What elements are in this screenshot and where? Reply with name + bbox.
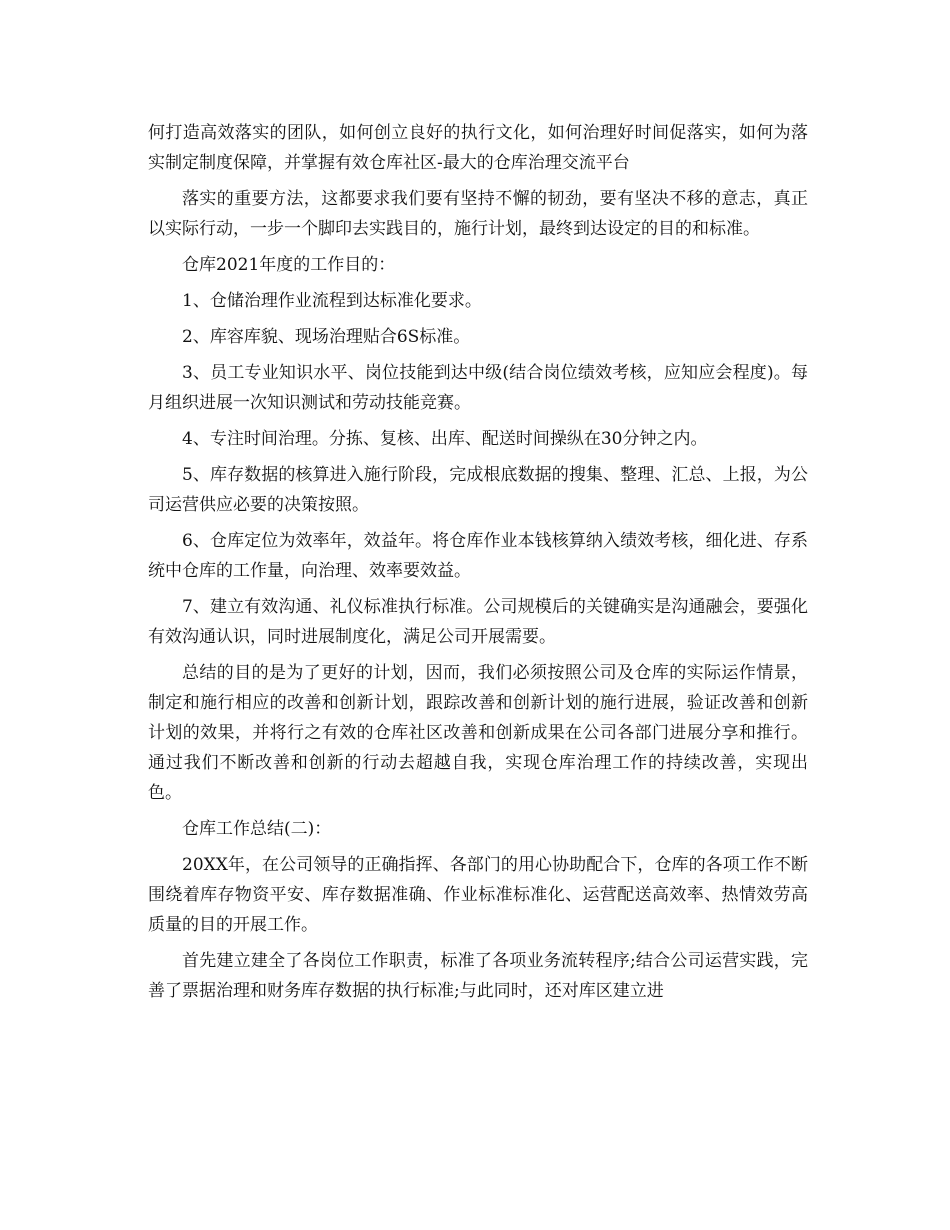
list-item: 2、库容库貌、现场治理贴合6S标准。 <box>182 327 471 347</box>
paragraph: 20XX年，在公司领导的正确指挥、各部门的用心协助配合下，仓库的各项工作不断围绕着库存物资平安、库存数据准确、作业标准标准化、运营配送高效率、热情效劳高质量的目的开展工作。 <box>148 855 808 935</box>
paragraph: 落实的重要方法，这都要求我们要有坚持不懈的韧劲，要有坚决不移的意志，真正以实际行动，一步一个脚印去实践目的，施行计划，最终到达设定的目的和标准。 <box>148 189 808 239</box>
section-heading: 仓库工作总结(二)： <box>182 819 332 839</box>
document-body <box>148 118 808 1012</box>
paragraph: 仓库2021年度的工作目的： <box>182 255 396 275</box>
paragraph: 首先建立建全了各岗位工作职责，标准了各项业务流转程序;结合公司运营实践，完善了票据治理和财务库存数据的执行标准;与此同时，还对库区建立进 <box>148 951 808 1001</box>
list-item: 1、仓储治理作业流程到达标准化要求。 <box>182 291 482 311</box>
list-item: 3、员工专业知识水平、岗位技能到达中级(结合岗位绩效考核，应知应会程度)。每月组织进展一次知识测试和劳动技能竞赛。 <box>148 363 808 413</box>
list-item: 4、专注时间治理。分拣、复核、出库、配送时间操纵在30分钟之内。 <box>182 429 708 449</box>
list-item: 6、仓库定位为效率年，效益年。将仓库作业本钱核算纳入绩效考核，细化进、存系统中仓库的工作量，向治理、效率要效益。 <box>148 531 808 581</box>
list-item: 5、库存数据的核算进入施行阶段，完成根底数据的搜集、整理、汇总、上报，为公司运营供应必要的决策按照。 <box>148 465 808 515</box>
paragraph: 总结的目的是为了更好的计划，因而，我们必须按照公司及仓库的实际运作情景，制定和施行相应的改善和创新计划，跟踪改善和创新计划的施行进展，验证改善和创新计划的效果，并将行之有效的仓库社区改善和创新成果在公司各部门进展分享和推行。通过我们不断改善和创新的行动去超越自我，实现仓库治理工作的持续改善，实现出色。 <box>148 663 808 803</box>
list-item: 7、建立有效沟通、礼仪标准执行标准。公司规模后的关键确实是沟通融会，要强化有效沟通认识，同时进展制度化，满足公司开展需要。 <box>148 597 808 647</box>
paragraph: 何打造高效落实的团队，如何创立良好的执行文化，如何治理好时间促落实，如何为落实制定制度保障，并掌握有效仓库社区-最大的仓库治理交流平台 <box>148 123 808 173</box>
